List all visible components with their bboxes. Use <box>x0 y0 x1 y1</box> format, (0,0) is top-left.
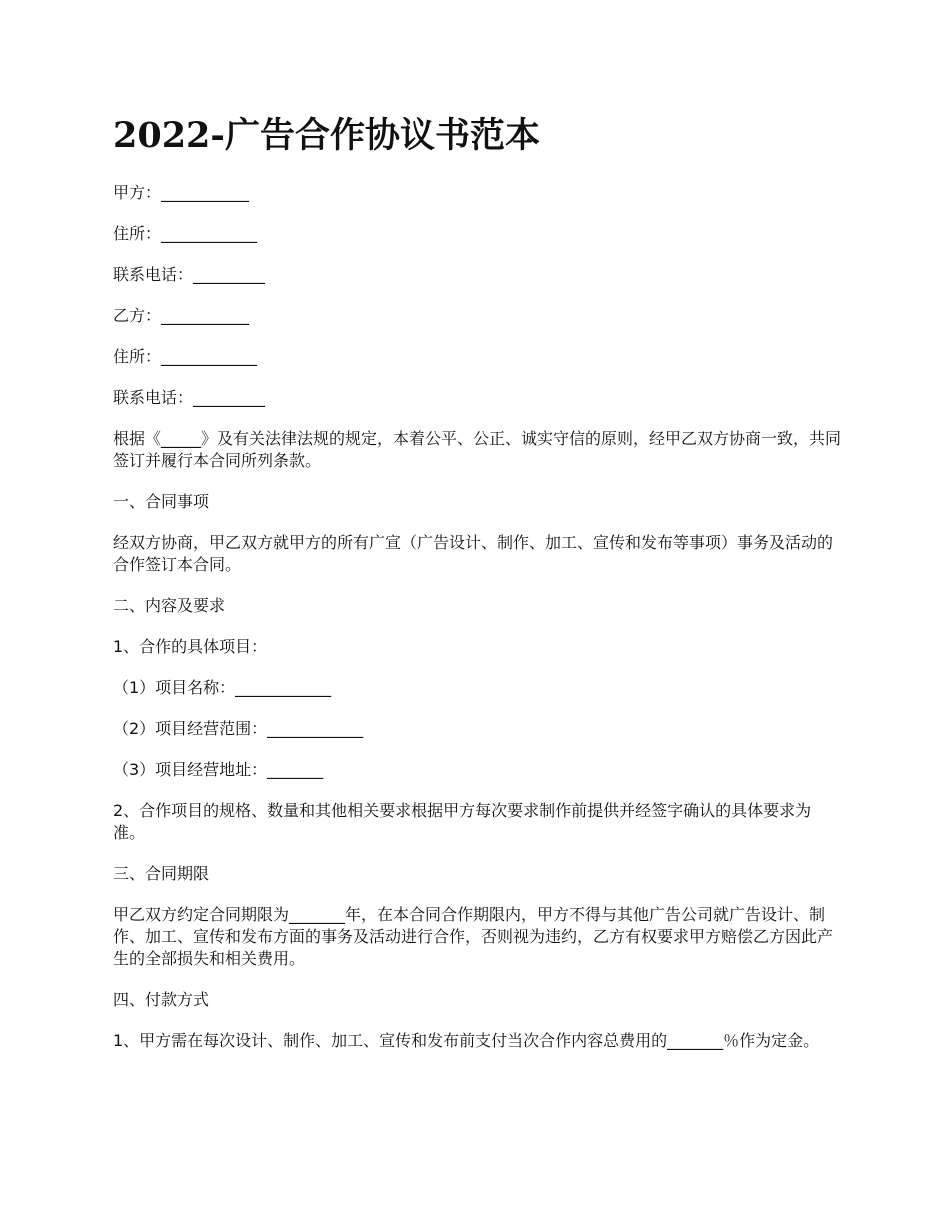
document-title: 2022-广告合作协议书范本 <box>113 115 540 156</box>
party-a-line: 甲方：___________ <box>113 183 250 202</box>
section-3-heading: 三、合同期限 <box>113 864 210 883</box>
section-3-body: 甲乙双方约定合同期限为_______年，在本合同合作期限内，甲方不得与其他广告公司就广告设计、制作、加工、宣传和发布方面的事务及活动进行合作，否则视为违约，乙方有权要求甲方赔偿乙方因此产生的全部损失和相关费用。 <box>113 905 834 968</box>
section-2-item-1-1: （1）项目名称：____________ <box>113 678 332 697</box>
section-4-heading: 四、付款方式 <box>113 990 210 1009</box>
preamble-paragraph: 根据《_____》及有关法律法规的规定，本着公平、公正、诚实守信的原则，经甲乙双方协商一致，共同签订并履行本合同所列条款。 <box>113 429 842 470</box>
document-page <box>113 112 843 1071</box>
party-b-phone-line: 联系电话：_________ <box>113 388 266 407</box>
party-a-address-line: 住所：____________ <box>113 224 258 243</box>
party-a-phone-line: 联系电话：_________ <box>113 265 266 284</box>
section-1-body: 经双方协商，甲乙双方就甲方的所有广宣（广告设计、制作、加工、宣传和发布等事项）事务及活动的合作签订本合同。 <box>113 533 834 574</box>
section-2-item-1-3: （3）项目经营地址：_______ <box>113 760 324 779</box>
section-2-item-1: 1、合作的具体项目： <box>113 637 268 656</box>
section-2-heading: 二、内容及要求 <box>113 596 226 615</box>
section-2-item-2: 2、合作项目的规格、数量和其他相关要求根据甲方每次要求制作前提供并经签字确认的具体要求为准。 <box>113 801 812 842</box>
party-b-address-line: 住所：____________ <box>113 347 258 366</box>
section-2-item-1-2: （2）项目经营范围：____________ <box>113 719 364 738</box>
party-b-line: 乙方：___________ <box>113 306 250 325</box>
section-1-heading: 一、合同事项 <box>113 492 210 511</box>
section-4-item-1: 1、甲方需在每次设计、制作、加工、宣传和发布前支付当次合作内容总费用的_______％作为定金。 <box>113 1031 820 1050</box>
